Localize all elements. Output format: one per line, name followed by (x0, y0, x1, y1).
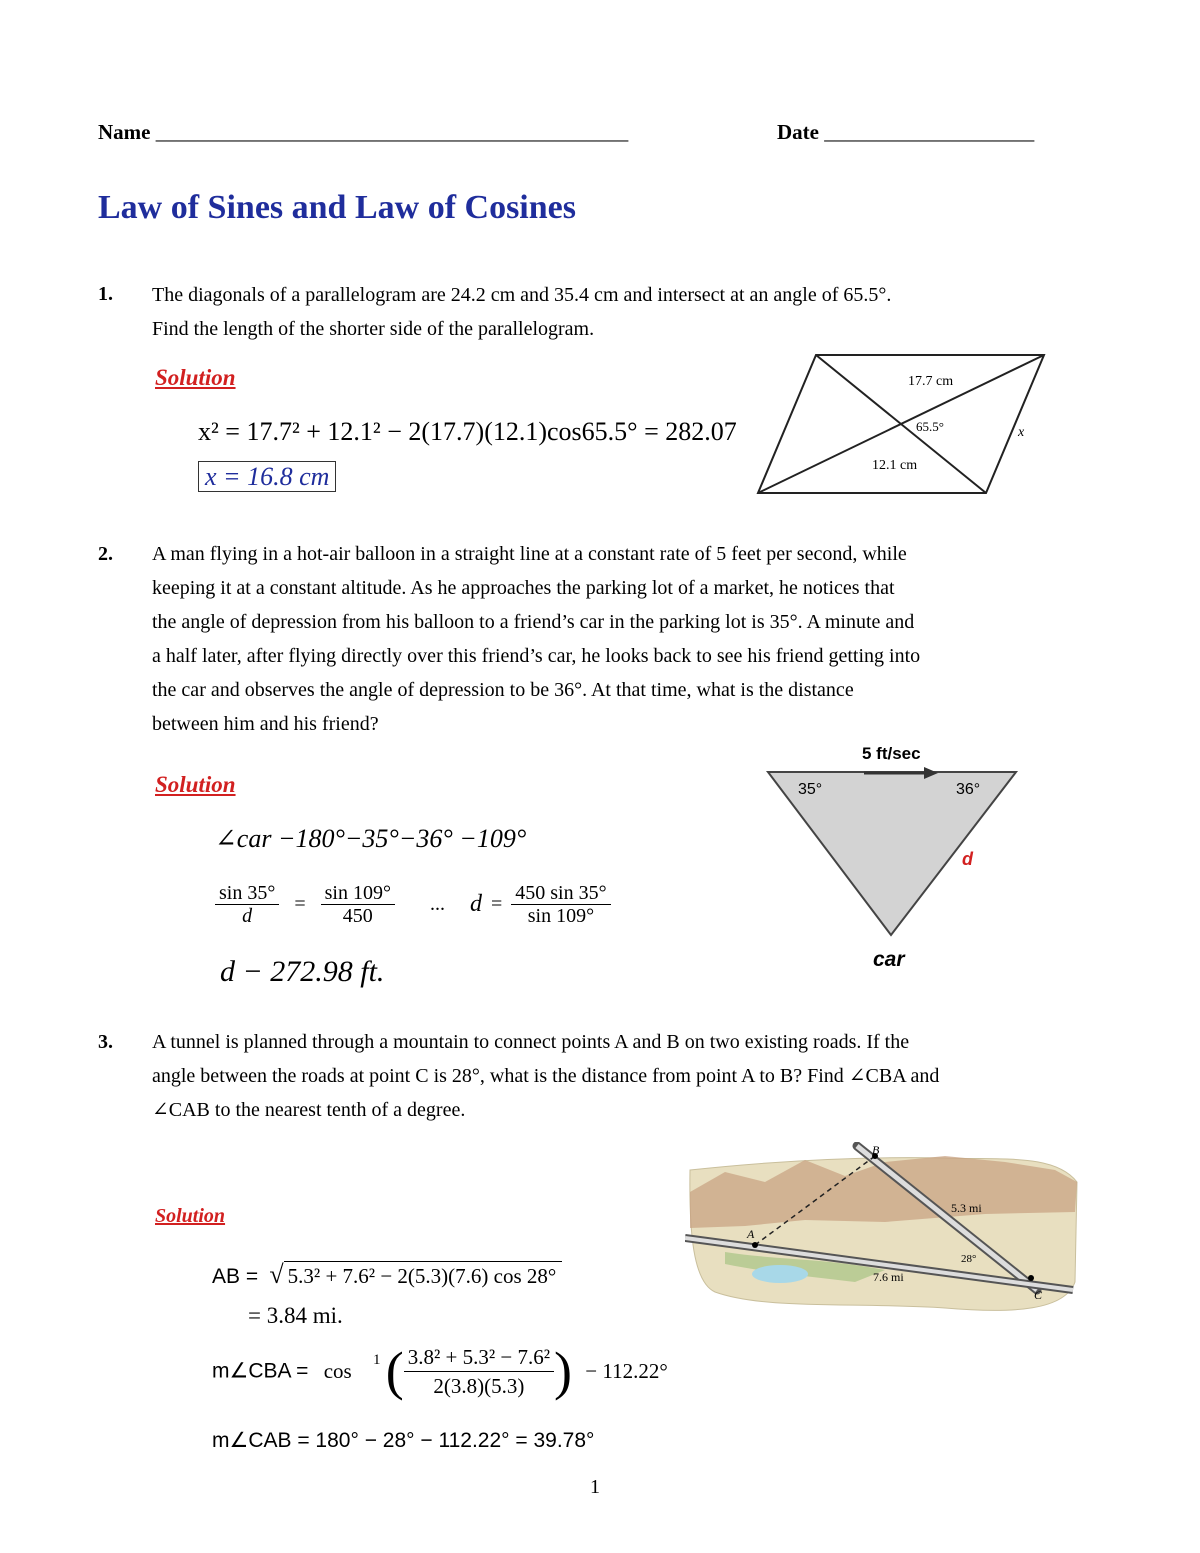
ab-equation: AB = √ 5.3² + 7.6² − 2(5.3)(7.6) cos 28° (212, 1260, 562, 1290)
label-5-3-mi: 5.3 mi (951, 1201, 982, 1215)
problem-1-number: 1. (98, 283, 113, 305)
problem-3-line-3: ∠CAB to the nearest tenth of a degree. (152, 1099, 466, 1121)
ab-result: = 3.84 mi. (248, 1303, 343, 1328)
problem-1-text (152, 278, 891, 346)
label-angle-28: 28° (961, 1253, 977, 1265)
problem-1-answer-box: x = 16.8 cm (198, 461, 336, 492)
ab-label: AB = (212, 1265, 259, 1288)
name-label: Name (98, 120, 151, 144)
car-label: car (873, 948, 905, 971)
problem-2-text (152, 537, 920, 741)
ratio-left: $\frac{\sin 35^\circ}{d}$ (215, 882, 279, 927)
problem-1-line-1: The diagonals of a parallelogram are 24.2 cm and 35.4 cm and intersect at an angle of 65.5°. (152, 284, 892, 306)
point-a-marker (752, 1242, 758, 1248)
lake (752, 1265, 808, 1283)
label-angle-65: 65.5° (916, 419, 944, 434)
problem-1-solution-label: Solution (155, 365, 236, 390)
cba-result: − 112.22° (585, 1358, 668, 1383)
label-7-6-mi: 7.6 mi (873, 1270, 904, 1284)
problem-3-text (152, 1025, 939, 1127)
cba-equation: m∠CBA = cos $^1$ ( $\frac{\text{3.8² + 5.3² − 7.6²}}{2(3.8)(5.3)}$ ) − 112.22° (212, 1341, 668, 1401)
problem-2-line-2: keeping it at a constant altitude. As he approaches the parking lot of a market, he notices that (152, 577, 895, 599)
angle-35-label: 35° (798, 781, 823, 798)
cab-equation: m∠CAB = 180° − 28° − 112.22° = 39.78° (212, 1429, 595, 1452)
ab-expression: 5.3² + 7.6² − 2(5.3)(7.6) cos 28° (284, 1261, 563, 1288)
label-point-c: C (1034, 1288, 1043, 1302)
problem-3-line-1: A tunnel is planned through a mountain to connect points A and B on two existing roads. If the (152, 1031, 910, 1053)
d-fraction: $\frac{450 \sin 35^\circ}{\sin 109^\circ}$ (511, 882, 610, 927)
problem-2-line-6: between him and his friend? (152, 713, 379, 735)
problem-1-line-2: Find the length of the shorter side of the parallelogram. (152, 318, 595, 340)
problem-2-solution-label: Solution (155, 772, 236, 797)
label-12-1: 12.1 cm (872, 458, 918, 473)
parallelogram-figure (750, 350, 1050, 500)
angle-36-label: 36° (956, 781, 981, 798)
point-c-marker (1028, 1275, 1034, 1281)
date-field (777, 120, 1034, 145)
name-line: _____________________________________________ (155, 120, 629, 144)
problem-2-angle-equation: ∠car −180°−35°−36° −109° (215, 824, 527, 853)
problem-2-line-3: the angle of depression from his balloon to a friend’s car in the parking lot is 35°. A minute and (152, 611, 915, 633)
date-label: Date (777, 120, 819, 144)
problem-2-number: 2. (98, 543, 113, 565)
label-17-7: 17.7 cm (908, 374, 954, 389)
label-point-a: A (747, 1227, 755, 1241)
label-point-b: B (872, 1143, 880, 1157)
problem-1-answer (198, 462, 336, 492)
problem-2-line-5: the car and observes the angle of depression to be 36°. At that time, what is the distance (152, 679, 854, 701)
side-d-label: d (962, 849, 973, 869)
ratio-right: $\frac{\sin 109^\circ}{450}$ (321, 882, 395, 927)
cba-fraction: $\frac{\text{3.8² + 5.3² − 7.6²}}{2(3.8)(5.3)}$ (404, 1343, 554, 1400)
problem-2-ratio-equation: $\frac{\sin 35^\circ}{d}$ = $\frac{\sin 109^\circ}{450}$ ... d = $\frac{450 \sin 35^\circ}{\sin 109^\circ}$ (215, 882, 611, 927)
problem-3-solution-label: Solution (155, 1205, 226, 1227)
tunnel-map-figure (685, 1142, 1080, 1317)
page-number: 1 (590, 1476, 600, 1498)
problem-1-equation: x² = 17.7² + 12.1² − 2(17.7)(12.1)cos65.5° = 282.07 (198, 417, 737, 446)
problem-3-line-2: angle between the roads at point C is 28°, what is the distance from point A to B? Find ∠CBA and (152, 1065, 940, 1087)
date-line: ____________________ (824, 120, 1035, 144)
problem-3-number: 3. (98, 1031, 113, 1053)
balloon-triangle-figure (760, 735, 1030, 980)
problem-2-line-4: a half later, after flying directly over this friend’s car, he looks back to see his friend getting into (152, 645, 921, 667)
label-x: x (1018, 425, 1025, 440)
speed-label: 5 ft/sec (862, 744, 921, 763)
problem-2-result: d − 272.98 ft. (220, 955, 385, 988)
problem-2-line-1: A man flying in a hot-air balloon in a straight line at a constant rate of 5 feet per second, while (152, 543, 907, 565)
page-title: Law of Sines and Law of Cosines (98, 189, 576, 226)
name-field (98, 120, 628, 145)
cba-label: m∠CBA = (212, 1359, 309, 1383)
